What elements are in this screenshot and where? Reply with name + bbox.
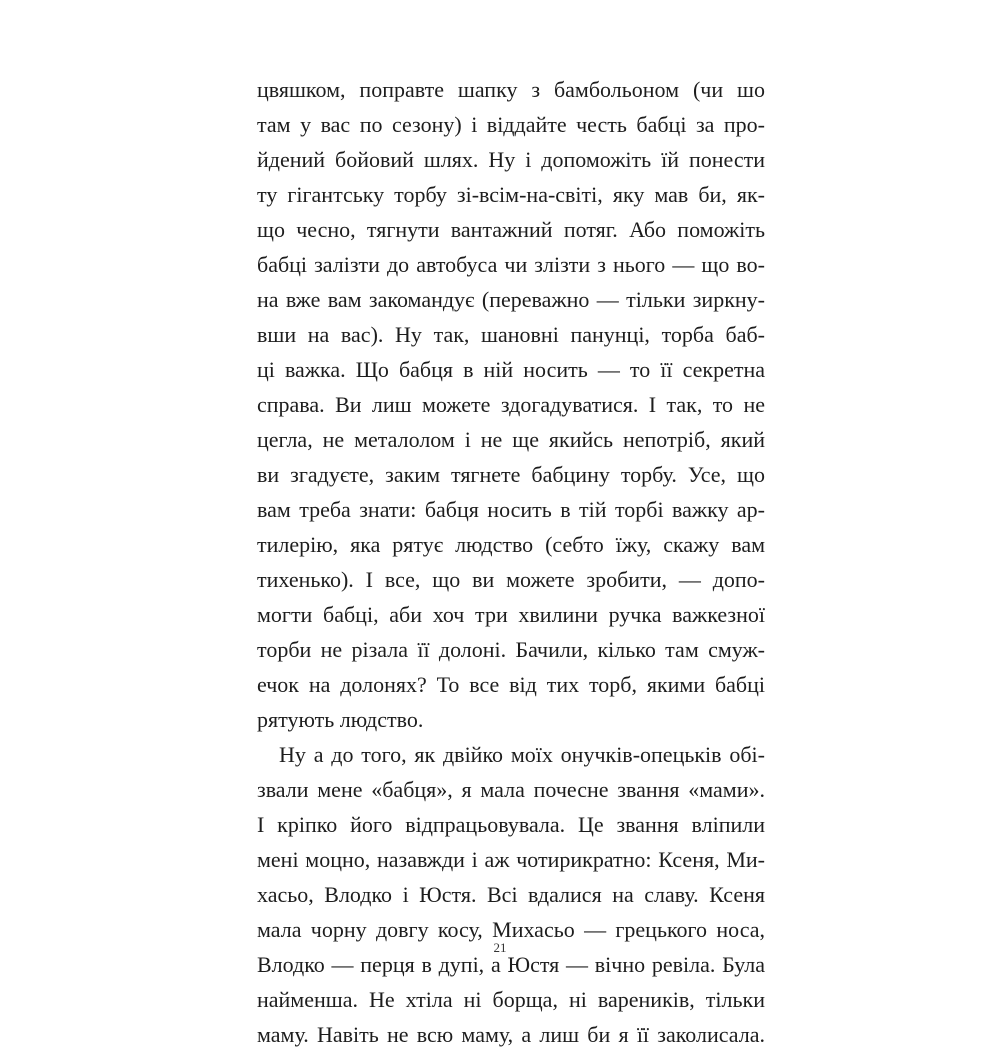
text-line: найменша. Не хтіла ні борща, ні вареників, тільки bbox=[257, 987, 765, 1012]
text-line: ту гігантську торбу зі-всім-на-світі, яку мав би, як- bbox=[257, 182, 765, 207]
text-line: ці важка. Що бабця в ній носить — то її секретна bbox=[257, 357, 765, 382]
text-line: звали мене «бабця», я мала почесне звання «мами». bbox=[257, 777, 765, 802]
text-line: що чесно, тягнути вантажний потяг. Або поможіть bbox=[257, 217, 765, 242]
text-line: могти бабці, аби хоч три хвилини ручка важкезної bbox=[257, 602, 765, 627]
text-line: тилерію, яка рятує людство (себто їжу, скажу вам bbox=[257, 532, 765, 557]
text-line: ечок на долонях? То все від тих торб, якими бабці bbox=[257, 672, 765, 697]
text-line: хасьо, Влодко і Юстя. Всі вдалися на славу. Ксеня bbox=[257, 882, 765, 907]
text-line: йдений бойовий шлях. Ну і допоможіть їй понести bbox=[257, 147, 765, 172]
text-line: на вже вам закомандує (переважно — тільки зиркну- bbox=[257, 287, 765, 312]
text-line: бабці залізти до автобуса чи злізти з нього — що во- bbox=[257, 252, 765, 277]
page-number: 21 bbox=[493, 940, 507, 955]
text-line: справа. Ви лиш можете здогадуватися. І так, то не bbox=[257, 392, 765, 417]
text-line: тихенько). І все, що ви можете зробити, — допо- bbox=[257, 567, 765, 592]
text-line: мені моцно, назавжди і аж чотирикратно: Ксеня, Ми- bbox=[257, 847, 765, 872]
text-line: цвяшком, поправте шапку з бамбольоном (чи шо bbox=[257, 77, 765, 102]
text-line: І кріпко його відпрацьовувала. Це звання вліпили bbox=[257, 812, 765, 837]
text-line: торби не різала її долоні. Бачили, кілько там смуж- bbox=[257, 637, 765, 662]
text-line: ви згадуєте, заким тягнете бабцину торбу. Усе, що bbox=[257, 462, 765, 487]
text-line: там у вас по сезону) і віддайте честь бабці за про- bbox=[257, 112, 765, 137]
text-line: Влодко — перця в дупі, а Юстя — вічно ревіла. Була bbox=[257, 952, 765, 977]
body-text bbox=[257, 72, 765, 1052]
text-line: маму. Навіть не всю маму, а лиш би я її заколисала. bbox=[257, 1022, 765, 1047]
text-line: вши на вас). Ну так, шановні панунці, торба баб- bbox=[257, 322, 765, 347]
text-line: мала чорну довгу косу, Михасьо — грецького носа, bbox=[257, 917, 765, 942]
text-line: вам треба знати: бабця носить в тій торбі важку ар- bbox=[257, 497, 765, 522]
text-line: цегла, не металолом і не ще якийсь непотріб, який bbox=[257, 427, 765, 452]
text-line-paragraph-end: рятують людство. bbox=[257, 707, 424, 732]
text-line-paragraph-start: Ну а до того, як двійко моїх онучків-опецьків обі- bbox=[279, 742, 765, 767]
